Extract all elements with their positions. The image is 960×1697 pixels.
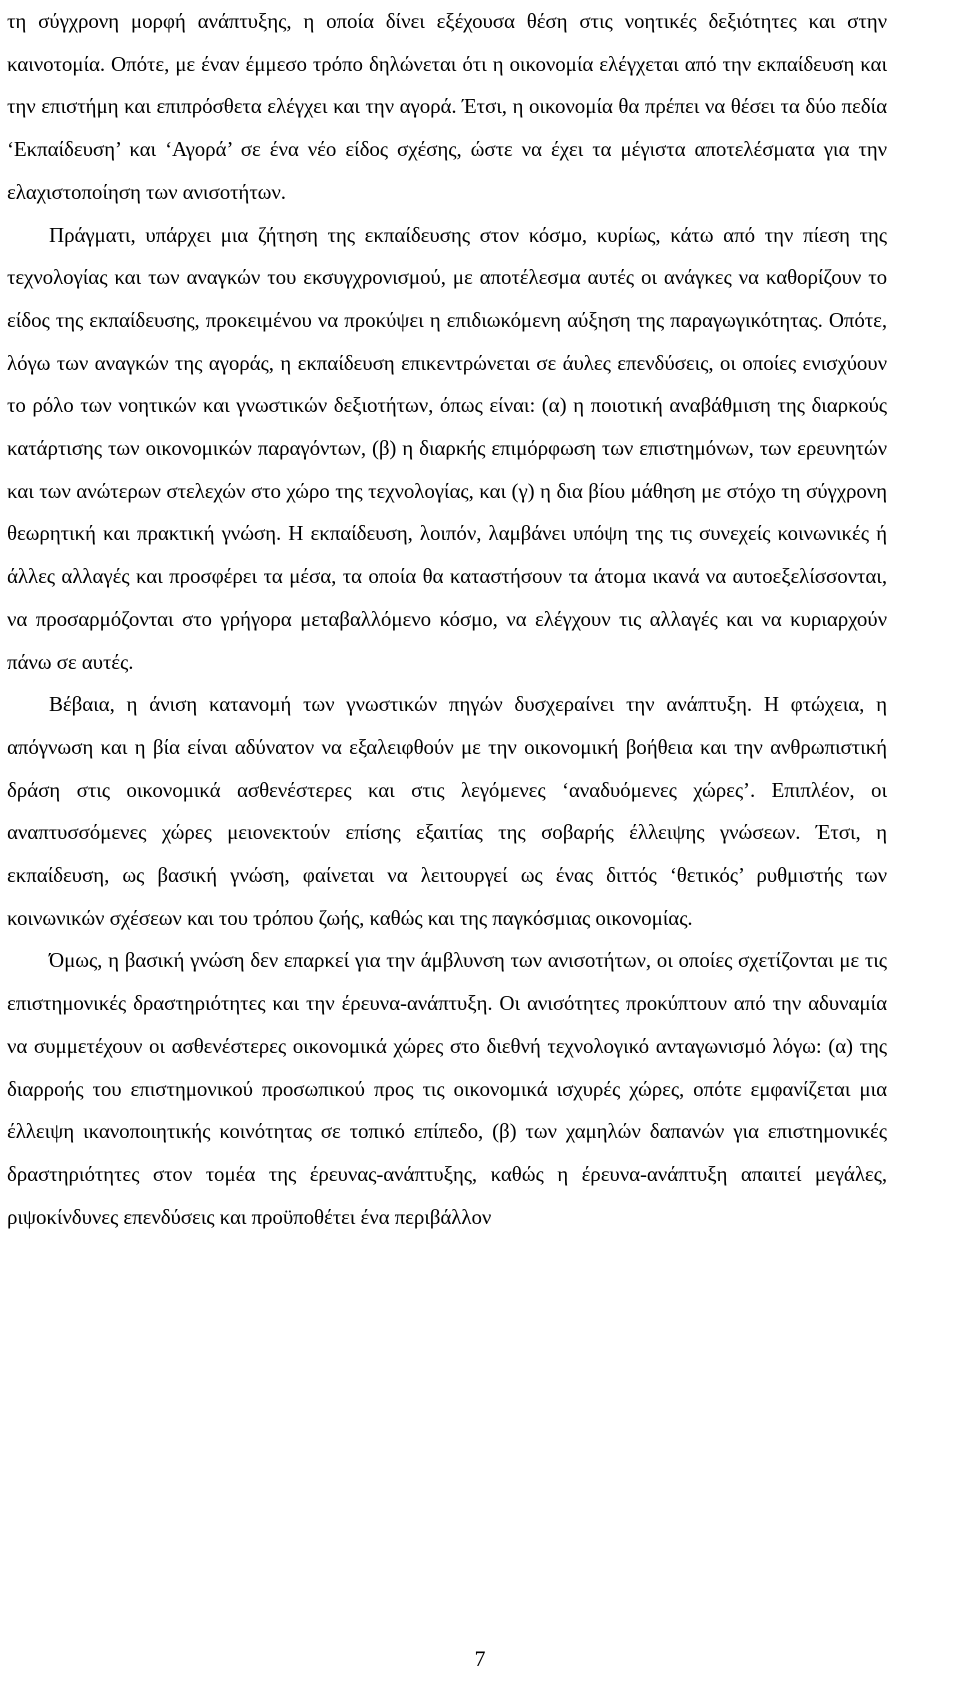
body-text (7, 0, 887, 1238)
paragraph-continuation: τη σύγχρονη μορφή ανάπτυξης, η οποία δίνει εξέχουσα θέση στις νοητικές δεξιότητες και στην καινοτομία. Οπότε, με έναν έμμεσο τρόπο δηλώνεται ότι η οικονομία ελέγχεται από την εκπαίδευση και την επιστήμη και επιπρόσθετα ελέγχει και την αγορά. Έτσι, η οικονομία θα πρέπει να θέσει τα δύο πεδία ‘Εκπαίδευση’ και ‘Αγορά’ σε ένα νέο είδος σχέσης, ώστε να έχει τα μέγιστα αποτελέσματα για την ελαχιστοποίηση των ανισοτήτων. (7, 9, 887, 204)
paragraph-basic-knowledge: Όμως, η βασική γνώση δεν επαρκεί για την άμβλυνση των ανισοτήτων, οι οποίες σχετίζονται με τις επιστημονικές δραστηριότητες και την έρευνα-ανάπτυξη. Οι ανισότητες προκύπτουν από την αδυναμία να συμμετέχουν οι ασθενέστερες οικονομικά χώρες στο διεθνή τεχνολογικό ανταγωνισμό λόγω: (α) της διαρροής του επιστημονικού προσωπικού προς τις οικονομικά ισχυρές χώρες, οπότε εμφανίζεται μια έλλειψη ικανοποιητικής κοινότητας σε τοπικό επίπεδο, (β) των χαμηλών δαπανών για επιστημονικές δραστηριότητες στον τομέα της έρευνας-ανάπτυξης, καθώς η έρευνα-ανάπτυξη απαιτεί μεγάλες, ριψοκίνδυνες επενδύσεις και προϋποθέτει ένα περιβάλλον (7, 948, 887, 1229)
page-number: 7 (474, 1646, 486, 1671)
paragraph-education-demand: Πράγματι, υπάρχει μια ζήτηση της εκπαίδευσης στον κόσμο, κυρίως, κάτω από την πίεση της τεχνολογίας και των αναγκών του εκσυγχρονισμού, με αποτέλεσμα αυτές οι ανάγκες να καθορίζουν το είδος της εκπαίδευσης, προκειμένου να προκύψει η επιδιωκόμενη αύξηση της παραγωγικότητας. Οπότε, λόγω των αναγκών της αγοράς, η εκπαίδευση επικεντρώνεται σε άυλες επενδύσεις, οι οποίες ενισχύουν το ρόλο των νοητικών και γνωστικών δεξιοτήτων, όπως είναι: (α) η ποιοτική αναβάθμιση της διαρκούς κατάρτισης των οικονομικών παραγόντων, (β) η διαρκής επιμόρφωση των επιστημόνων, των ερευνητών και των ανώτερων στελεχών στο χώρο της τεχνολογίας, και (γ) η δια βίου μάθηση με στόχο τη σύγχρονη θεωρητική και πρακτική γνώση. Η εκπαίδευση, λοιπόν, λαμβάνει υπόψη της τις συνεχείς κοινωνικές ή άλλες αλλαγές και προσφέρει τα μέσα, τα οποία θα καταστήσουν τα άτομα ικανά να αυτοεξελίσσονται, να προσαρμόζονται στο γρήγορα μεταβαλλόμενο κόσμο, να ελέγχουν τις αλλαγές και να κυριαρχούν πάνω σε αυτές. (7, 222, 887, 674)
paragraph-unequal-distribution: Βέβαια, η άνιση κατανομή των γνωστικών πηγών δυσχεραίνει την ανάπτυξη. Η φτώχεια, η απόγνωση και η βία είναι αδύνατον να εξαλειφθούν με την οικονομική βοήθεια και την ανθρωπιστική δράση στις οικονομικά ασθενέστερες και στις λεγόμενες ‘αναδυόμενες χώρες’. Επιπλέον, οι αναπτυσσόμενες χώρες μειονεκτούν επίσης εξαιτίας της σοβαρής έλλειψης γνώσεων. Έτσι, η εκπαίδευση, ως βασική γνώση, φαίνεται να λειτουργεί ως ένας διττός ‘θετικός’ ρυθμιστής των κοινωνικών σχέσεων και του τρόπου ζωής, καθώς και της παγκόσμιας οικονομίας. (7, 692, 887, 930)
